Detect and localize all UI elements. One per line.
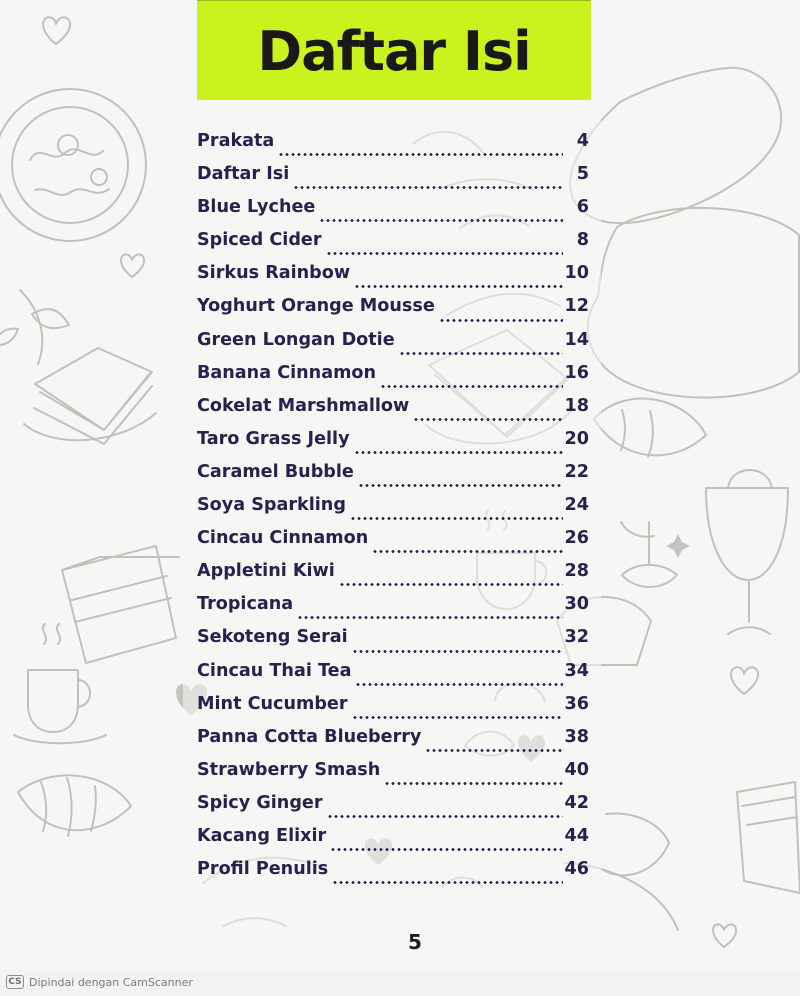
toc-leader-dots — [354, 451, 563, 454]
toc-leader-dots — [327, 815, 563, 818]
toc-entry-page: 36 — [564, 693, 589, 714]
toc-entry-title: Soya Sparkling — [197, 495, 346, 516]
toc-entry-page: 16 — [564, 362, 589, 383]
toc-entry-title: Cokelat Marshmallow — [197, 395, 410, 416]
toc-entry — [197, 627, 589, 660]
toc-entry — [197, 462, 589, 495]
toc-entry-page: 46 — [564, 859, 589, 880]
toc-entry — [197, 263, 589, 296]
toc-entry-title: Spiced Cider — [197, 230, 322, 251]
croissant-doodle — [18, 775, 131, 830]
toc-entry-title: Strawberry Smash — [197, 759, 381, 780]
toc-entry — [197, 859, 589, 892]
toc-entry — [197, 528, 589, 561]
toc-entry-title: Appletini Kiwi — [197, 561, 335, 582]
toc-entry-page: 4 — [576, 131, 589, 151]
toc-entry-page: 6 — [576, 197, 589, 218]
camscanner-logo-icon: CS — [6, 975, 24, 989]
speech-cloud-doodle — [588, 208, 799, 398]
toc-entry — [197, 495, 589, 528]
pizza-doodle — [0, 89, 146, 241]
toc-entry — [197, 760, 589, 793]
toc-leader-dots — [330, 848, 562, 851]
toc-entry-page: 34 — [564, 660, 589, 681]
toc-entry-page: 40 — [564, 759, 589, 780]
toc-entry — [197, 230, 589, 263]
toc-entry-page: 38 — [564, 726, 589, 747]
toc-entry-title: Kacang Elixir — [197, 825, 327, 846]
toc-leader-dots — [372, 550, 562, 553]
toc-leader-dots — [297, 616, 562, 619]
toc-leader-dots — [413, 418, 562, 421]
toc-leader-dots — [339, 583, 563, 586]
toc-leader-dots — [352, 650, 563, 653]
heading-banner — [197, 0, 591, 100]
toc-entry-page: 30 — [564, 594, 589, 615]
toc-entry — [197, 396, 589, 429]
heart-doodle — [43, 17, 70, 44]
toc-leader-dots — [380, 385, 563, 388]
toc-entry-title: Profil Penulis — [197, 859, 329, 880]
toc-entry-page: 22 — [564, 461, 589, 482]
toc-leader-dots — [326, 252, 563, 255]
toc-entry — [197, 363, 589, 396]
toc-entry-page: 14 — [564, 329, 589, 350]
goblet-doodle — [706, 488, 788, 580]
toc-entry — [197, 197, 589, 230]
toc-entry-page: 20 — [564, 428, 589, 449]
toc-entry-title: Taro Grass Jelly — [197, 428, 350, 449]
toc-leader-dots — [399, 352, 563, 355]
toc-entry — [197, 131, 589, 164]
toc-entry — [197, 296, 589, 329]
toc-entry — [197, 661, 589, 694]
toc-entry-title: Daftar Isi — [197, 164, 290, 185]
toc-leader-dots — [439, 319, 563, 322]
toc-entry-page: 18 — [564, 395, 589, 416]
toc-leader-dots — [350, 517, 563, 520]
toc-leader-dots — [355, 683, 562, 686]
toc-entry-title: Caramel Bubble — [197, 461, 354, 482]
toc-entry — [197, 727, 589, 760]
toc-entry-title: Green Longan Dotie — [197, 329, 395, 350]
toc-entry — [197, 826, 589, 859]
toc-entry — [197, 793, 589, 826]
toc-entry — [197, 164, 589, 197]
toc-leader-dots — [354, 285, 562, 288]
toc-entry-page: 12 — [564, 296, 589, 317]
toc-entry-page: 42 — [564, 792, 589, 813]
toc-entry-title: Tropicana — [197, 594, 294, 615]
toc-entry-page: 26 — [564, 528, 589, 549]
toc-entry-title: Cincau Cinnamon — [197, 528, 369, 549]
toc-leader-dots — [278, 153, 563, 156]
toc-entry-title: Sekoteng Serai — [197, 627, 348, 648]
croissant-doodle-right — [594, 399, 706, 456]
toc-entry-page: 8 — [576, 230, 589, 251]
page-number: 5 — [408, 930, 422, 954]
toc-entry-title: Yoghurt Orange Mousse — [197, 296, 435, 317]
toc-entry — [197, 330, 589, 363]
toc-entry-title: Spicy Ginger — [197, 792, 323, 813]
toc-entry-page: 28 — [564, 561, 589, 582]
scanner-label: Dipindai dengan CamScanner — [29, 975, 193, 989]
toc-entry-page: 32 — [564, 627, 589, 648]
coffee-cup-doodle — [28, 670, 78, 732]
toc-entry — [197, 694, 589, 727]
toc-entry-title: Prakata — [197, 131, 275, 151]
table-of-contents — [197, 131, 589, 892]
page-title: Daftar Isi — [257, 19, 531, 83]
toc-entry — [197, 594, 589, 627]
scanner-watermark — [6, 975, 193, 989]
toc-entry-page: 10 — [564, 263, 589, 284]
toc-entry — [197, 429, 589, 462]
toc-entry-page: 5 — [576, 164, 589, 185]
toc-entry-title: Sirkus Rainbow — [197, 263, 351, 284]
toc-leader-dots — [425, 749, 562, 752]
toc-leader-dots — [384, 782, 562, 785]
toc-entry-title: Panna Cotta Blueberry — [197, 726, 422, 747]
toc-leader-dots — [293, 186, 563, 189]
toc-leader-dots — [319, 219, 563, 222]
toc-entry-title: Blue Lychee — [197, 197, 316, 218]
toc-entry-title: Cincau Thai Tea — [197, 660, 352, 681]
toc-entry — [197, 561, 589, 594]
toc-leader-dots — [352, 716, 563, 719]
scroll-doodle-right — [570, 68, 781, 223]
toc-entry-title: Mint Cucumber — [197, 693, 348, 714]
toc-entry-title: Banana Cinnamon — [197, 362, 377, 383]
toc-leader-dots — [358, 484, 563, 487]
toc-entry-page: 24 — [564, 495, 589, 516]
toc-entry-page: 44 — [564, 825, 589, 846]
toc-leader-dots — [332, 881, 562, 884]
